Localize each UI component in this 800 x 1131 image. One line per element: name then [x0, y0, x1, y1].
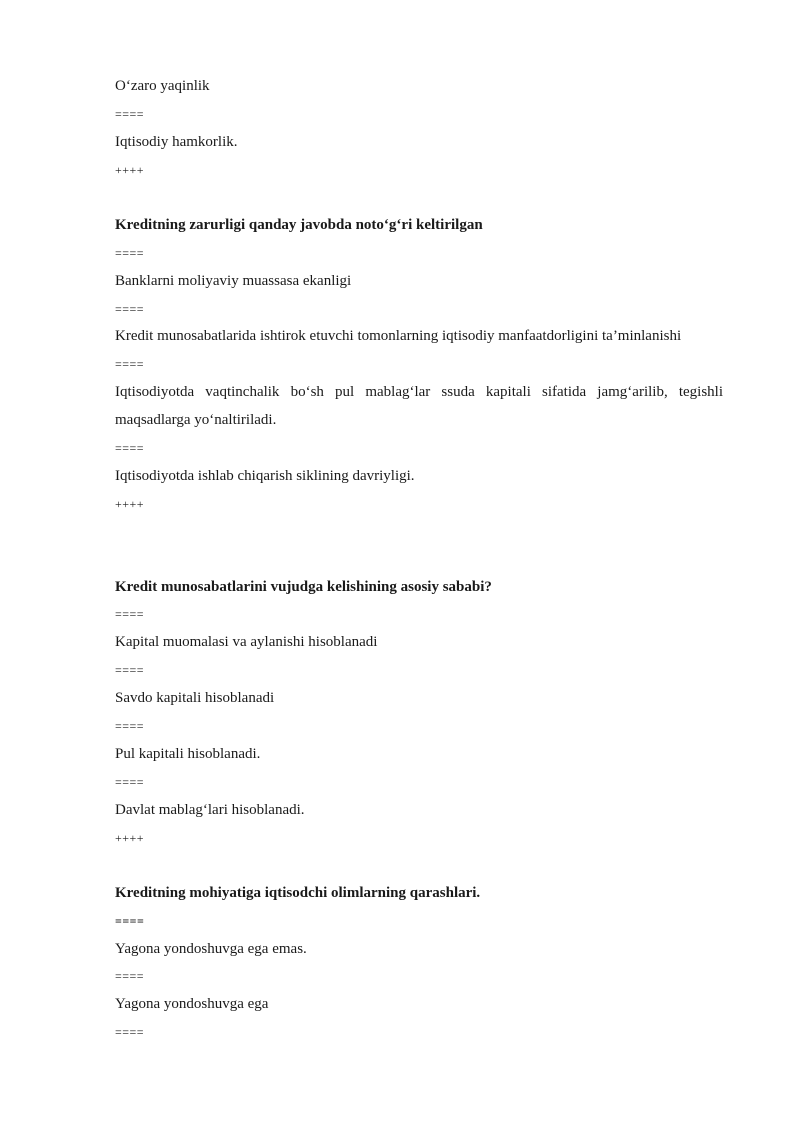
question-title: Kreditning zarurligi qanday javobda noto‘g‘ri keltirilgan	[115, 217, 483, 233]
answer-option: Banklarni moliyaviy muassasa ekanligi	[115, 273, 352, 289]
separator-equals: ====	[115, 107, 145, 121]
answer-option: Iqtisodiyotda vaqtinchalik bo‘sh pul mablag‘lar ssuda kapitali sifatida jamg‘arilib, tegishli maqsadlarga yo‘naltiriladi.	[115, 384, 723, 428]
separator-equals: ====	[115, 969, 145, 983]
separator-equals: ====	[115, 663, 145, 677]
separator-equals: ====	[115, 607, 145, 621]
answer-option: Savdo kapitali hisoblanadi	[115, 690, 275, 706]
separator-equals: ====	[115, 441, 145, 455]
separator-equals: ====	[115, 1025, 145, 1039]
answer-option: Pul kapitali hisoblanadi.	[115, 746, 261, 762]
answer-option: Kapital muomalasi va aylanishi hisoblanadi	[115, 634, 378, 650]
answer-option: Davlat mablag‘lari hisoblanadi.	[115, 802, 305, 818]
answer-option: Yagona yondoshuvga ega emas.	[115, 941, 307, 957]
question-title: Kredit munosabatlarini vujudga kelishining asosiy sababi?	[115, 579, 492, 595]
separator-equals: ====	[115, 914, 145, 928]
answer-option: Yagona yondoshuvga ega	[115, 996, 269, 1012]
separator-equals: ====	[115, 302, 145, 316]
answer-option: Iqtisodiy hamkorlik.	[115, 134, 238, 150]
answer-option: Iqtisodiyotda ishlab chiqarish siklining davriyligi.	[115, 468, 415, 484]
separator-plus: ++++	[115, 831, 145, 845]
separator-equals: ====	[115, 246, 145, 260]
answer-option: Kredit munosabatlarida ishtirok etuvchi tomonlarning iqtisodiy manfaatdorligini ta’minlanishi	[115, 328, 682, 344]
answer-option: O‘zaro yaqinlik	[115, 78, 210, 94]
separator-equals: ====	[115, 775, 145, 789]
question-title: Kreditning mohiyatiga iqtisodchi olimlarning qarashlari.	[115, 885, 481, 901]
separator-plus: ++++	[115, 497, 145, 511]
separator-equals: ====	[115, 357, 145, 371]
separator-equals: ====	[115, 719, 145, 733]
separator-plus: ++++	[115, 163, 145, 177]
